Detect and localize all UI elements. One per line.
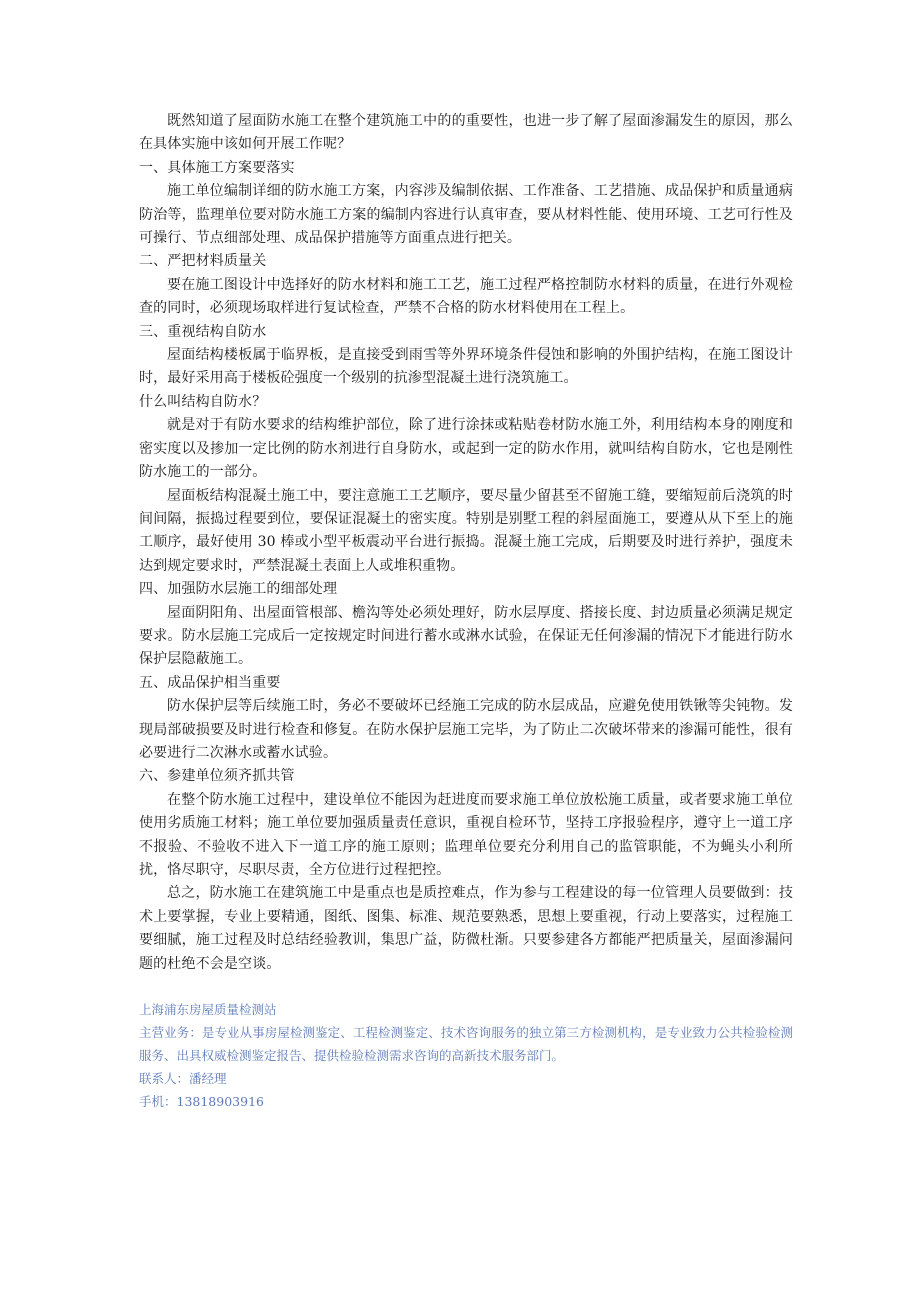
section-paragraph-8: 在整个防水施工过程中，建设单位不能因为赶进度而要求施工单位放松施工质量，或者要求施工单位使用劣质施工材料；施工单位要加强质量责任意识，重视自检环节，坚持工序报验程序，遵守上一道工序不报验、不验收不进入下一道工序的施工原则；监理单位要充分利用自己的监管职能，不为蝇头小利所扰，恪尽职守，尽职尽责，全方位进行过程把控。	[139, 791, 793, 878]
section-heading-4: 四、加强防水层施工的细部处理	[139, 581, 338, 598]
section-heading-6: 六、参建单位须齐抓共管	[139, 768, 295, 785]
section-paragraph-1: 施工单位编制详细的防水施工方案，内容涉及编制依据、工作准备、工艺措施、成品保护和质量通病防治等，监理单位要对防水施工方案的编制内容进行认真审查，要从材料性能、使用环境、工艺可行性及可操行、节点细部处理、成品保护措施等方面重点进行把关。	[139, 183, 793, 247]
business-description: 主营业务：是专业从事房屋检测鉴定、工程检测鉴定、技术咨询服务的独立第三方检测机构，是专业致力公共检验检测服务、出具权威检测鉴定报告、提供检验检测需求咨询的高新技术服务部门。	[139, 1025, 793, 1064]
section-heading-5: 五、成品保护相当重要	[139, 674, 281, 691]
conclusion-paragraph: 总之，防水施工在建筑施工中是重点也是质控难点，作为参与工程建设的每一位管理人员要做到：技术上要掌握，专业上要精通，图纸、图集、标准、规范要熟悉，思想上要重视，行动上要落实，过程施工要细腻，施工过程及时总结经验教训，集思广益，防微杜渐。只要参建各方都能严把质量关，屋面渗漏问题的杜绝不会是空谈。	[139, 885, 793, 972]
article-body	[139, 110, 793, 976]
section-paragraph-4: 就是对于有防水要求的结构维护部位，除了进行涂抹或粘贴卷材防水施工外，利用结构本身的刚度和密实度以及掺加一定比例的防水剂进行自身防水，或起到一定的防水作用，就叫结构自防水，它也是刚性防水施工的一部分。	[139, 417, 793, 481]
section-heading-1: 一、具体施工方案要落实	[139, 159, 295, 176]
contact-block	[139, 998, 793, 1113]
section-heading-3: 三、重视结构自防水	[139, 323, 267, 340]
document-page	[139, 110, 793, 1113]
section-heading-2: 二、严把材料质量关	[139, 253, 267, 270]
contact-phone: 手机：13818903916	[139, 1094, 264, 1110]
section-paragraph-3: 屋面结构楼板属于临界板，是直接受到雨雪等外界环境条件侵蚀和影响的外围护结构，在施工图设计时，最好采用高于楼板砼强度一个级别的抗渗型混凝土进行浇筑施工。	[139, 347, 793, 387]
section-paragraph-5: 屋面板结构混凝土施工中，要注意施工工艺顺序，要尽量少留甚至不留施工缝，要缩短前后浇筑的时间间隔，振捣过程要到位，要保证混凝土的密实度。特别是别墅工程的斜屋面施工，要遵从从下至上的施工顺序，最好使用 30 棒或小型平板震动平台进行振捣。混凝土施工完成，后期要及时进行养护，强度未达到规定要求时，严禁混凝土表面上人或堆积重物。	[139, 487, 793, 574]
contact-person: 联系人：潘经理	[139, 1071, 227, 1087]
question-heading: 什么叫结构自防水？	[139, 393, 267, 410]
section-paragraph-2: 要在施工图设计中选择好的防水材料和施工工艺，施工过程严格控制防水材料的质量，在进行外观检查的同时，必须现场取样进行复试检查，严禁不合格的防水材料使用在工程上。	[139, 276, 793, 317]
intro-paragraph: 既然知道了屋面防水施工在整个建筑施工中的的重要性，也进一步了解了屋面渗漏发生的原因，那么在具体实施中该如何开展工作呢？	[139, 113, 793, 153]
company-name: 上海浦东房屋质量检测站	[139, 1002, 277, 1018]
section-paragraph-7: 防水保护层等后续施工时，务必不要破坏已经施工完成的防水层成品，应避免使用铁锹等尖钝物。发现局部破损要及时进行检查和修复。在防水保护层施工完毕，为了防止二次破坏带来的渗漏可能性，很有必要进行二次淋水或蓄水试验。	[139, 698, 793, 761]
section-paragraph-6: 屋面阴阳角、出屋面管根部、檐沟等处必须处理好，防水层厚度、搭接长度、封边质量必须满足规定要求。防水层施工完成后一定按规定时间进行蓄水或淋水试验，在保证无任何渗漏的情况下才能进行防水保护层隐蔽施工。	[139, 604, 793, 668]
